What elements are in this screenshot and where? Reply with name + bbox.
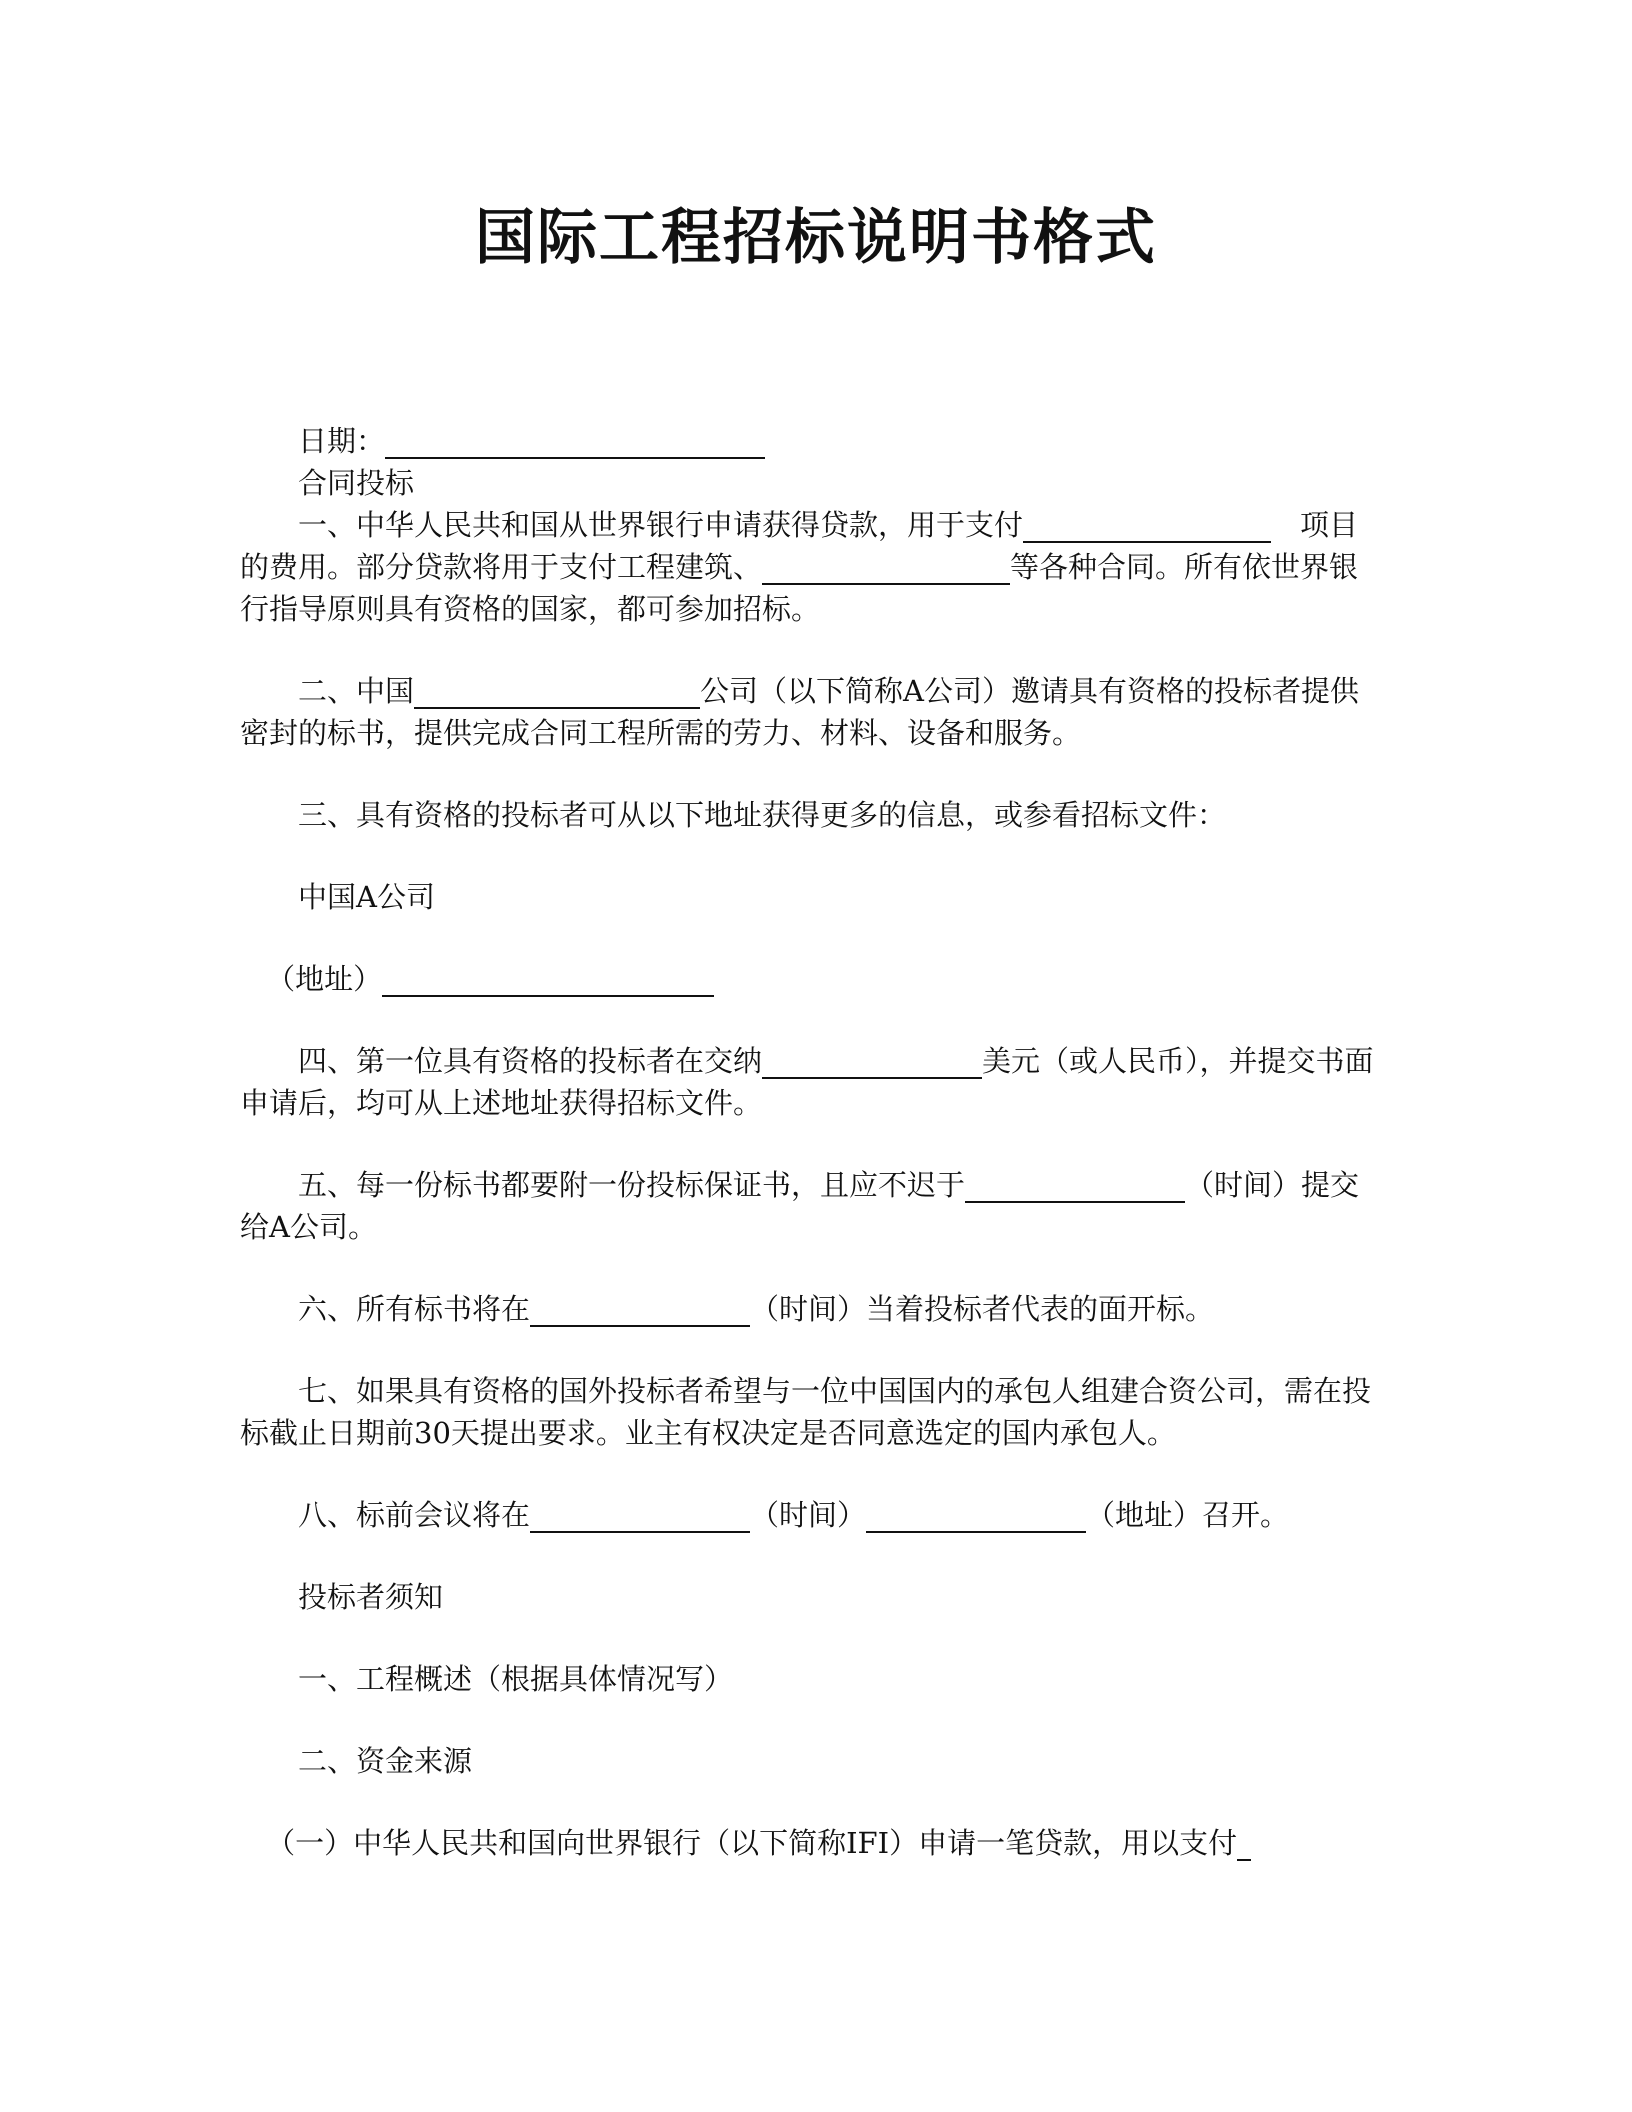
p4-text-a: 四、第一位具有资格的投标者在交纳: [298, 1044, 763, 1078]
paragraph-7: 七、如果具有资格的国外投标者希望与一位中国国内的承包人组建合资公司，需在投标截止日期前30天提出要求。业主有权决定是否同意选定的国内承包人。: [240, 1374, 1372, 1450]
paragraph-5: [240, 1164, 1380, 1248]
p2-text-a: 二、中国: [298, 674, 415, 708]
p1-text-b: 项目的费用。部分贷款将用于支付工程建筑、: [240, 508, 1359, 584]
fee-blank: [762, 1045, 982, 1079]
address-blank: [382, 963, 714, 997]
date-label: 日期：: [298, 424, 386, 458]
address-line: [240, 958, 1380, 1000]
p5-text-b: （时间）提交给A公司。: [240, 1168, 1360, 1244]
meeting-address-blank: [866, 1499, 1086, 1533]
document-body: [240, 420, 1380, 1864]
company-name-blank: [414, 675, 700, 709]
paragraph-6: [240, 1288, 1380, 1330]
document-title: 国际工程招标说明书格式: [475, 203, 1157, 273]
section-2: 二、资金来源: [298, 1744, 473, 1778]
contract-type-blank: [762, 551, 1010, 585]
s2-1-blank: [1237, 1827, 1251, 1861]
address-label: （地址）: [266, 962, 383, 996]
p6-text-a: 六、所有标书将在: [298, 1292, 531, 1326]
paragraph-3: 三、具有资格的投标者可从以下地址获得更多的信息，或参看招标文件：: [298, 798, 1227, 832]
meeting-time-blank: [530, 1499, 750, 1533]
date-blank: [385, 425, 765, 459]
project-blank: [1023, 509, 1271, 543]
p1-text-c: 等各种合同。所有依世界银行指导原则具有资格的国家，都可参加招标。: [240, 550, 1359, 626]
p4-text-b: 美元（或人民币），并提交书面申请后，均可从上述地址获得招标文件。: [240, 1044, 1374, 1120]
paragraph-4: [240, 1040, 1380, 1124]
opening-time-blank: [530, 1293, 750, 1327]
p2-text-b: 公司（以下简称A公司）邀请具有资格的投标者提供密封的标书，提供完成合同工程所需的劳力、材料、设备和服务。: [240, 674, 1359, 750]
date-line: [240, 420, 1380, 462]
deadline-blank: [965, 1169, 1185, 1203]
p8-text-c: （地址）召开。: [1086, 1498, 1290, 1532]
paragraph-2: [240, 670, 1380, 754]
p8-text-a: 八、标前会议将在: [298, 1498, 531, 1532]
section-2-1: [240, 1822, 1380, 1864]
section-1: 一、工程概述（根据具体情况写）: [298, 1662, 734, 1696]
paragraph-8: [240, 1494, 1380, 1536]
s2-1-text: （一）中华人民共和国向世界银行（以下简称IFI）申请一笔贷款，用以支付: [266, 1826, 1238, 1860]
p5-text-a: 五、每一份标书都要附一份投标保证书，且应不迟于: [298, 1168, 966, 1202]
contract-heading: 合同投标: [298, 466, 415, 500]
paragraph-1: [240, 504, 1380, 630]
p1-text-a: 一、中华人民共和国从世界银行申请获得贷款，用于支付: [298, 508, 1024, 542]
company-line: 中国A公司: [298, 880, 435, 914]
p6-text-b: （时间）当着投标者代表的面开标。: [750, 1292, 1215, 1326]
p8-text-b: （时间）: [750, 1498, 867, 1532]
bidder-heading: 投标者须知: [298, 1580, 444, 1614]
